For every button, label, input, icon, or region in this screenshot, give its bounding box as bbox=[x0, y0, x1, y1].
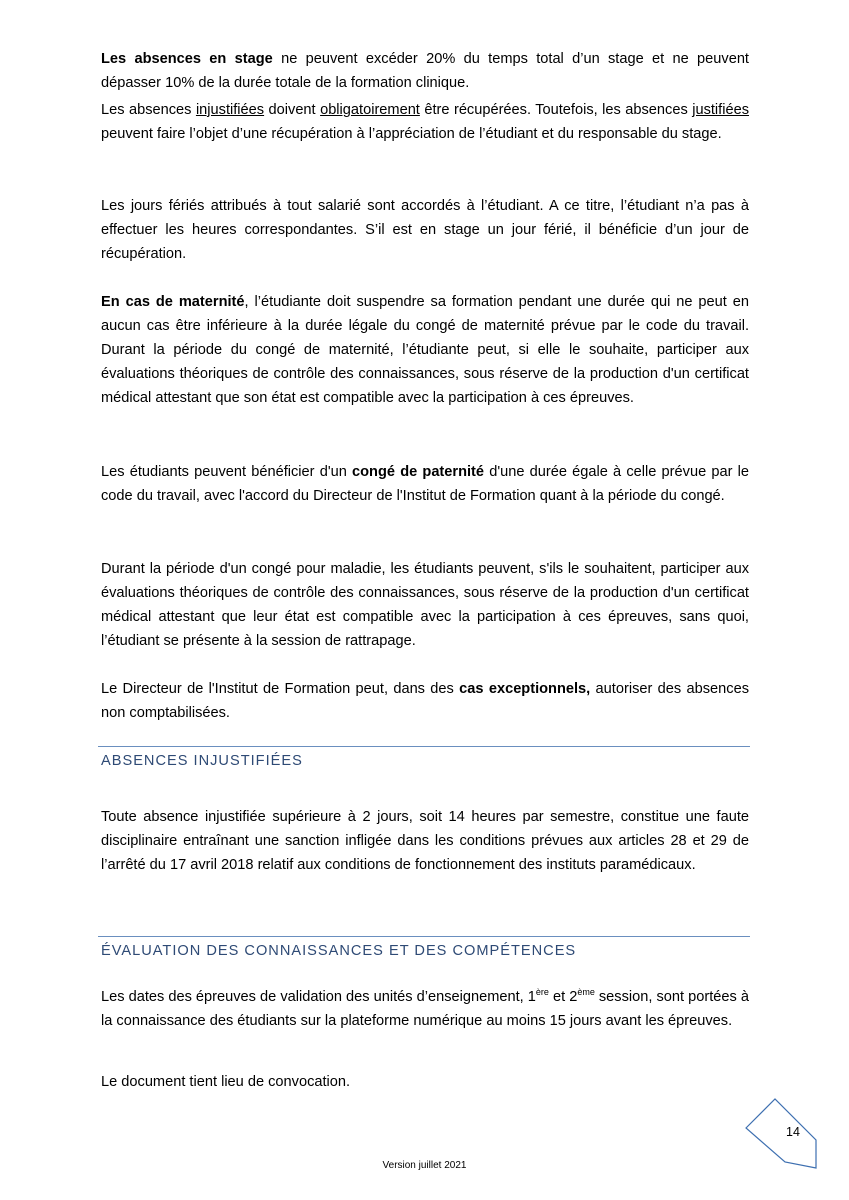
paragraph-absences-stage bbox=[101, 47, 749, 95]
paragraph-maladie: Durant la période d'un congé pour maladie, les étudiants peuvent, s'ils le souhaitent, participer aux évaluations théoriques de contrôle des connaissances, sous réserve de la production d'un certificat médical attestant que leur état est compatible avec la participation à ces épreuves, sans quoi, l’étudiant se présente à la session de rattrapage. bbox=[101, 561, 749, 649]
section-rule bbox=[98, 936, 750, 937]
paragraph-paternite bbox=[101, 460, 749, 508]
text-span: Les absences bbox=[101, 102, 196, 118]
text-span: d'une durée égale à celle prévue par le code du travail, avec l'accord du Directeur de l'Institut de Formation quant à la période du congé. bbox=[101, 464, 749, 504]
text-span: et 2 bbox=[548, 989, 578, 1005]
paragraph-absences-recuperation bbox=[101, 98, 749, 146]
bold-term: congé de paternité bbox=[352, 464, 485, 480]
text-span: Le Directeur de l'Institut de Formation peut, dans des bbox=[101, 681, 460, 697]
section-rule bbox=[98, 746, 750, 747]
text-span: Les dates des épreuves de validation des unités d’enseignement, 1 bbox=[101, 989, 536, 1005]
text-span: ne peuvent excéder 20% du temps total d’un stage et ne peuvent dépasser 10% de la durée totale de la formation clinique. bbox=[101, 51, 749, 91]
paragraph-cas-exceptionnels bbox=[101, 677, 749, 725]
underlined-term: injustifiées bbox=[195, 102, 265, 118]
superscript: ème bbox=[577, 987, 595, 998]
text-span: autoriser des absences non comptabilisées. bbox=[101, 681, 749, 721]
paragraph-convocation: Le document tient lieu de convocation. bbox=[101, 1074, 351, 1090]
bold-term: cas exceptionnels, bbox=[459, 681, 591, 697]
underlined-term: obligatoirement bbox=[320, 102, 420, 118]
bold-lead: Les absences en stage bbox=[101, 51, 273, 67]
heading-evaluation: ÉVALUATION DES CONNAISSANCES ET DES COMPÉTENCES bbox=[101, 943, 577, 959]
text-span: peuvent faire l’objet d’une récupération à l’appréciation de l’étudiant et du responsable du stage. bbox=[101, 126, 722, 142]
text-span: être récupérées. Toutefois, les absences bbox=[419, 102, 693, 118]
heading-absences-injustifiees: ABSENCES INJUSTIFIÉES bbox=[101, 753, 303, 769]
page-number: 14 bbox=[786, 1125, 800, 1139]
paragraph-jours-feries: Les jours fériés attribués à tout salarié sont accordés à l’étudiant. A ce titre, l’étudiant n’a pas à effectuer les heures correspondantes. S’il est en stage un jour férié, il bénéficie d’un jour de récupération. bbox=[101, 198, 749, 262]
text-span: session, sont portées à la connaissance des étudiants sur la plateforme numérique au moins 15 jours avant les épreuves. bbox=[101, 989, 749, 1029]
paragraph-dates-epreuves bbox=[101, 985, 749, 1033]
paragraph-faute-disciplinaire: Toute absence injustifiée supérieure à 2 jours, soit 14 heures par semestre, constitue une faute disciplinaire entraînant une sanction infligée dans les conditions prévues aux articles 28 et 29 de l’arrêté du 17 avril 2018 relatif aux conditions de fonctionnement des instituts paramédicaux. bbox=[101, 809, 749, 873]
underlined-term: justifiées bbox=[692, 102, 749, 118]
text-span: Les étudiants peuvent bénéficier d'un bbox=[101, 464, 353, 480]
superscript: ère bbox=[535, 987, 549, 998]
bold-lead: En cas de maternité bbox=[101, 294, 245, 310]
paragraph-maternite bbox=[101, 290, 749, 410]
text-span: , l’étudiante doit suspendre sa formation pendant une durée qui ne peut en aucun cas être inférieure à la durée légale du congé de maternité prévue par le code du travail. Durant la période du congé de maternité, l’étudiante peut, si elle le souhaite, participer aux évaluations théoriques de contrôle des connaissances, sous réserve de la production d'un certificat médical attestant que son état est compatible avec la participation à ces épreuves. bbox=[101, 294, 749, 406]
footer-version: Version juillet 2021 bbox=[382, 1160, 467, 1171]
text-span: doivent bbox=[264, 102, 321, 118]
